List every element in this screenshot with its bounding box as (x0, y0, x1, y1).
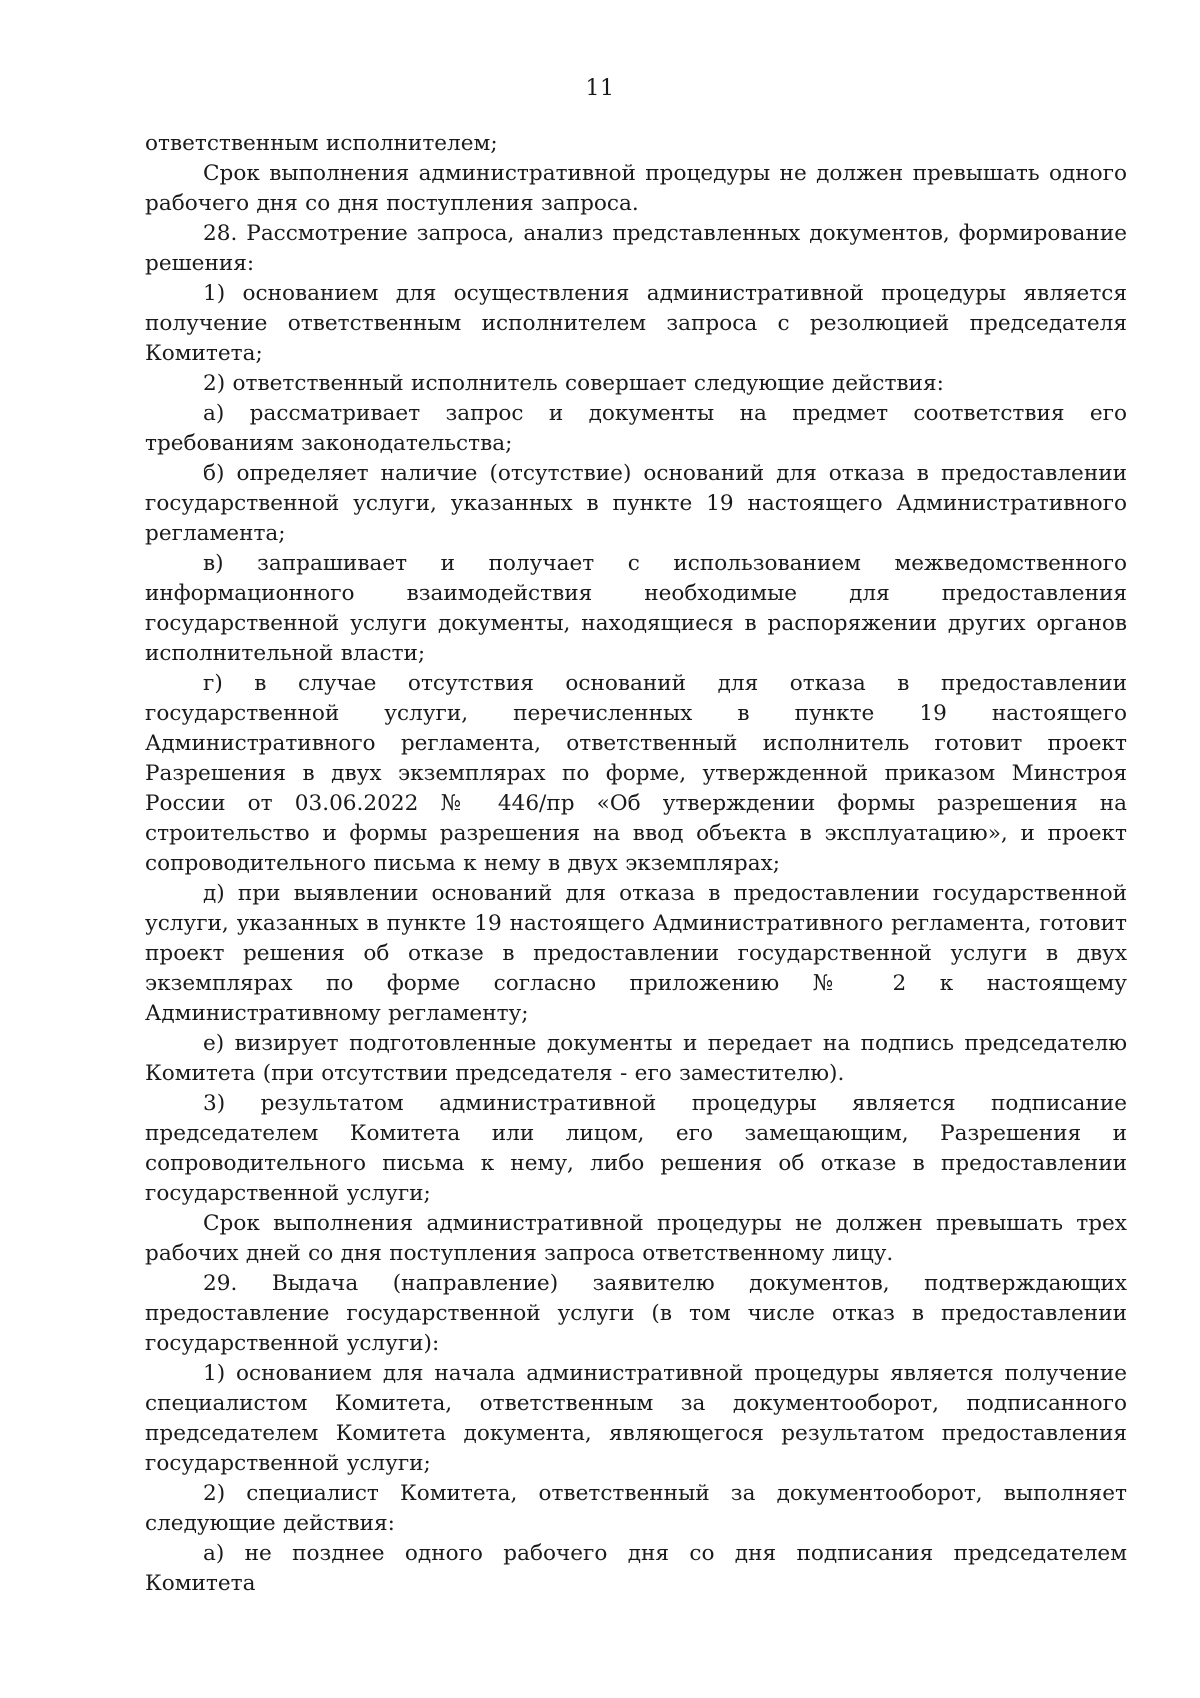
paragraph-item-28-2-e: е) визирует подготовленные документы и передает на подпись председателю Комитета (при отсутствии председателя - его заместителю). (145, 1031, 1127, 1086)
paragraph-item-28-2-a: а) рассматривает запрос и документы на предмет соответствия его требованиям законодательства; (145, 401, 1127, 456)
paragraph-item-29-1: 1) основанием для начала административной процедуры является получение специалистом Комитета, ответственным за документооборот, подписанного председателем Комитета документа, являющегося результатом предоставления государственной услуги; (145, 1361, 1127, 1476)
paragraph-item-28-1: 1) основанием для осуществления административной процедуры является получение ответственным исполнителем запроса с резолюцией председателя Комитета; (145, 281, 1127, 366)
paragraph-deadline-three-days: Срок выполнения административной процедуры не должен превышать трех рабочих дней со дня поступления запроса ответственному лицу. (145, 1211, 1127, 1266)
paragraph-item-28-2: 2) ответственный исполнитель совершает следующие действия: (203, 371, 944, 396)
paragraph-item-29-heading: 29. Выдача (направление) заявителю документов, подтверждающих предоставление государственной услуги (в том числе отказ в предоставлении государственной услуги): (145, 1271, 1127, 1356)
paragraph-item-28-2-v: в) запрашивает и получает с использованием межведомственного информационного взаимодействия необходимые для предоставления государственной услуги документы, находящиеся в распоряжении других органов исполнительной власти; (145, 551, 1127, 666)
paragraph-continuation: ответственным исполнителем; (145, 131, 498, 156)
paragraph-item-28-2-g: г) в случае отсутствия оснований для отказа в предоставлении государственной услуги, перечисленных в пункте 19 настоящего Административного регламента, ответственный исполнитель готовит проект Разрешения в двух экземплярах по форме, утвержденной приказом Минстроя России от 03.06.2022 № 446/пр «Об утверждении формы разрешения на строительство и формы разрешения на ввод объекта в эксплуатацию», и проект сопроводительного письма к нему в двух экземплярах; (145, 671, 1127, 876)
document-body (145, 129, 1127, 1599)
page-number: 11 (585, 76, 615, 101)
paragraph-item-29-2: 2) специалист Комитета, ответственный за документооборот, выполняет следующие действия: (145, 1481, 1127, 1536)
paragraph-item-28-2-b: б) определяет наличие (отсутствие) оснований для отказа в предоставлении государственной услуги, указанных в пункте 19 настоящего Административного регламента; (145, 461, 1127, 546)
paragraph-item-28-heading: 28. Рассмотрение запроса, анализ представленных документов, формирование решения: (145, 221, 1127, 276)
paragraph-item-29-2-a: а) не позднее одного рабочего дня со дня подписания председателем Комитета (145, 1541, 1127, 1596)
paragraph-item-28-2-d: д) при выявлении оснований для отказа в предоставлении государственной услуги, указанных в пункте 19 настоящего Административного регламента, готовит проект решения об отказе в предоставлении государственной услуги в двух экземплярах по форме согласно приложению № 2 к настоящему Административному регламенту; (145, 881, 1127, 1026)
paragraph-deadline-one-day: Срок выполнения административной процедуры не должен превышать одного рабочего дня со дня поступления запроса. (145, 161, 1127, 216)
paragraph-item-28-3: 3) результатом административной процедуры является подписание председателем Комитета или лицом, его замещающим, Разрешения и сопроводительного письма к нему, либо решения об отказе в предоставлении государственной услуги; (145, 1091, 1127, 1206)
